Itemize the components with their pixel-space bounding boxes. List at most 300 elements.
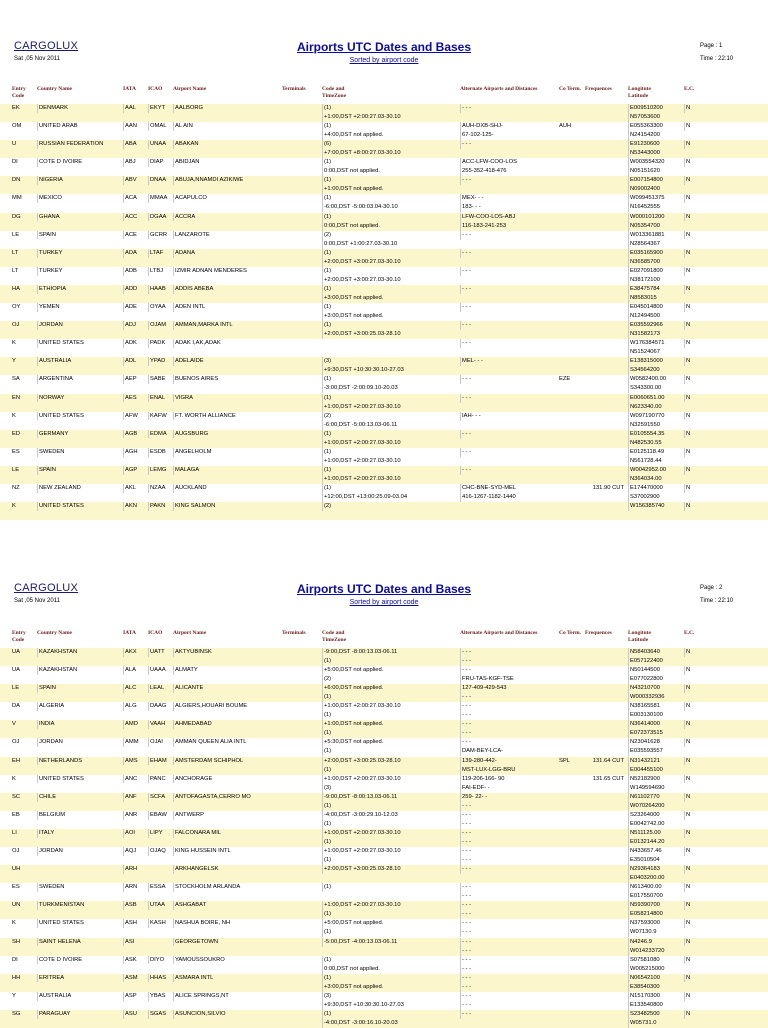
longitude-latitude-line-2: N53443000 (630, 150, 660, 157)
alternate-airports-line-1: - - - (462, 322, 472, 329)
ec-flag: N (684, 140, 698, 149)
code-timezone-line-1: (1) (324, 322, 332, 329)
code-timezone-line-2: (1) (324, 857, 332, 864)
airport-name: AL AIN (173, 122, 277, 131)
longitude-latitude (628, 901, 682, 919)
longitude-latitude-line-1: E045014800 (630, 304, 663, 311)
alternate-airports (460, 901, 556, 919)
alternate-airports-line-2: - - - (462, 929, 472, 936)
code-timezone-line-2: -3:00,DST -2:00:09.10-20.03 (324, 385, 398, 392)
alternate-airports-line-2: 116-183-241-253 (462, 222, 507, 229)
airport-name: ABIDJAN (173, 158, 277, 167)
ec-flag: N (684, 974, 698, 983)
code-timezone-line-1: (1) (324, 376, 332, 383)
longitude-latitude (628, 992, 682, 1010)
iata-code: ACE (123, 231, 147, 240)
country-name: PARAGUAY (37, 1010, 123, 1019)
airport-table-page-2 (0, 648, 768, 1028)
alternate-airports-line-2: 67-102-125- (462, 132, 494, 139)
longitude-latitude-line-1: N43210700 (630, 685, 660, 692)
iata-code: ABA (123, 140, 147, 149)
code-timezone-line-1: (1) (324, 974, 332, 981)
airport-name: ADELAIDE (173, 357, 277, 366)
col-alternates: Alternate Airports and Distances (460, 630, 538, 636)
entry-code: EH (12, 757, 21, 764)
icao-code: EKYT (148, 104, 172, 113)
longitude-latitude-line-2: S37002900 (630, 493, 660, 500)
alternate-airports (460, 720, 556, 738)
table-row (0, 919, 768, 937)
longitude-latitude-line-2: N28564367 (630, 240, 660, 247)
longitude-latitude-line-2: N38172100 (630, 276, 660, 283)
ec-flag: N (684, 466, 698, 475)
longitude-latitude-line-2: E133540800 (630, 1001, 663, 1008)
icao-code: PANC (148, 775, 172, 784)
longitude-latitude-line-2: N09002400 (630, 186, 660, 193)
airport-name: ACAPULCO (173, 194, 277, 203)
code-timezone-line-1: (1) (324, 249, 332, 256)
alternate-airports (460, 883, 556, 901)
airport-name: AUCKLAND (173, 484, 277, 493)
code-timezone-line-2: (2) (324, 676, 332, 683)
country-name: SWEDEN (37, 883, 123, 892)
iata-code: ADD (123, 285, 147, 294)
code-timezone-line-2: (1) (324, 730, 332, 737)
country-name: SPAIN (37, 466, 123, 475)
airport-name: ARKHANGELSK (173, 865, 277, 874)
code-timezone (322, 829, 458, 847)
code-timezone-line-2: +2:00,DST +3:00:27.03-30.10 (324, 276, 401, 283)
country-name: UNITED ARAB (37, 122, 123, 131)
table-row (0, 757, 768, 775)
code-timezone (322, 648, 458, 666)
alternate-airports-line-1: - - - (462, 739, 472, 746)
entry-code: K (12, 340, 16, 347)
alternate-airports-line-1: - - - (462, 231, 472, 238)
alternate-airports-line-1: - - - (462, 141, 472, 148)
country-name: TURKEY (37, 267, 123, 276)
airport-name: BUENOS AIRES (173, 375, 277, 384)
country-name: ITALY (37, 829, 123, 838)
airport-name: ASMARA INTL (173, 974, 277, 983)
entry-code: LE (12, 466, 20, 473)
country-name: JORDAN (37, 738, 123, 747)
country-name: KAZAKHSTAN (37, 666, 123, 675)
iata-code: ADL (123, 357, 147, 366)
longitude-latitude-line-2: E058214800 (630, 911, 663, 918)
icao-code: LIPY (148, 829, 172, 838)
alternate-airports (460, 992, 556, 1010)
icao-code: OYAA (148, 303, 172, 312)
code-timezone-line-1: -5:00,DST -4:00:13.03-06.11 (324, 938, 398, 945)
longitude-latitude-line-2: E035593557 (630, 748, 663, 755)
icao-code: SCFA (148, 793, 172, 802)
report-subtitle (0, 599, 768, 606)
longitude-latitude (628, 738, 682, 756)
column-headers (0, 630, 768, 648)
airport-name: AMSTERDAM SCHIPHOL (173, 757, 277, 766)
code-timezone (322, 974, 458, 992)
longitude-latitude-line-1: E035165900 (630, 249, 663, 256)
code-timezone-line-1: (1) (324, 430, 332, 437)
longitude-latitude-line-2: W07130.9 (630, 929, 657, 936)
longitude-latitude-line-1: W0582400.00 (630, 376, 667, 383)
alternate-airports-line-1: - - - (462, 376, 472, 383)
country-name: UNITED STATES (37, 412, 123, 421)
longitude-latitude-line-1: E007154800 (630, 177, 663, 184)
code-timezone-line-2: (1) (324, 802, 332, 809)
airport-name: ABAKAN (173, 140, 277, 149)
longitude-latitude (628, 1010, 682, 1028)
iata-code: ANF (123, 793, 147, 802)
country-name: GERMANY (37, 430, 123, 439)
code-timezone-line-2: +2:00,DST +3:00:27.03-30.10 (324, 258, 401, 265)
airport-name: STOCKHOLM ARLANDA (173, 883, 277, 892)
icao-code: HHAS (148, 974, 172, 983)
entry-code: ED (12, 430, 21, 437)
icao-code: MMAA (148, 194, 172, 203)
code-timezone-line-1: +1:00,DST +2:00:27.03-30.10 (324, 829, 401, 836)
country-name: AUSTRALIA (37, 992, 123, 1001)
entry-code: OY (12, 304, 21, 311)
airport-name: ASUNCION,SILVIO (173, 1010, 277, 1019)
icao-code: OJAI (148, 738, 172, 747)
alternate-airports (460, 793, 556, 811)
icao-code: EBAW (148, 811, 172, 820)
code-timezone-line-1: (1) (324, 285, 332, 292)
longitude-latitude-line-1: W097190770 (630, 412, 665, 419)
alternate-airports (460, 919, 556, 937)
ec-flag: N (684, 357, 698, 366)
icao-code: HAAB (148, 285, 172, 294)
country-name: UNITED STATES (37, 919, 123, 928)
code-timezone-line-1: +1:00,DST +2:00:27.03-30.10 (324, 775, 401, 782)
code-timezone-line-1: (3) (324, 992, 332, 999)
col-iata: IATA (123, 630, 136, 636)
ec-flag: N (684, 394, 698, 403)
code-timezone-line-1: (1) (324, 105, 332, 111)
alternate-airports-line-1: - - - (462, 285, 472, 292)
longitude-latitude-line-2: N05354700 (630, 222, 660, 229)
alternate-airports-line-1: - - - (462, 721, 472, 728)
airport-name: FT. WORTH ALLIANCE (173, 412, 277, 421)
alternate-airports-line-1: - - - (462, 938, 472, 945)
entry-code: SA (12, 376, 20, 383)
iata-code: AOI (123, 829, 147, 838)
frequency: 131.64 CUT (592, 757, 624, 764)
longitude-latitude-line-1: N15170300 (630, 992, 660, 999)
report-title-text: Airports UTC Dates and Bases (296, 40, 472, 54)
page-header (0, 582, 768, 612)
col-frequences: Frequences (585, 86, 612, 92)
longitude-latitude (628, 666, 682, 684)
col-icao: ICAO (148, 630, 163, 636)
longitude-latitude-line-1: N61102770 (630, 793, 660, 800)
iata-code: ACA (123, 194, 147, 203)
table-row (0, 883, 768, 901)
entry-code: U (12, 141, 17, 148)
entry-code: UA (12, 649, 21, 655)
country-name: SWEDEN (37, 448, 123, 457)
longitude-latitude-line-1: W156385740 (630, 503, 665, 510)
entry-code: LI (12, 829, 17, 836)
iata-code: ADE (123, 303, 147, 312)
airport-name: ACCRA (173, 213, 277, 222)
alternate-airports-line-2: FAI-EDF- - (462, 784, 490, 791)
iata-code: AGH (123, 448, 147, 457)
country-name: KAZAKHSTAN (37, 648, 123, 657)
alternate-airports (460, 775, 556, 793)
entry-code: DI (12, 956, 18, 963)
country-name: CHILE (37, 793, 123, 802)
code-timezone-line-2: 0:00,DST not applied. (324, 168, 380, 175)
code-timezone (322, 865, 458, 874)
icao-code: UATT (148, 648, 172, 657)
alternate-airports-line-1: 127-409-429-543 (462, 685, 507, 692)
entry-code: OJ (12, 848, 20, 855)
col-country-name: Country Name (37, 630, 72, 636)
alternate-airports-line-1: - - - (462, 829, 472, 836)
ec-flag: N (684, 375, 698, 384)
alternate-airports (460, 847, 556, 865)
code-timezone-line-1: +2:00,DST +3:00:25.03-28.10 (324, 757, 401, 764)
country-name: ALGERIA (37, 702, 123, 711)
ec-flag: N (684, 430, 698, 439)
alternate-airports-line-1: CHC-BNE-SYD-MEL (462, 484, 517, 491)
icao-code: EHAM (148, 757, 172, 766)
code-timezone-line-1: (1) (324, 448, 332, 455)
airport-name: KING HUSSEIN INTL (173, 847, 277, 856)
code-timezone-line-1: (1) (324, 159, 332, 166)
ec-flag: N (684, 1010, 698, 1019)
entry-code: MM (12, 195, 22, 202)
longitude-latitude-line-1: E91230600 (630, 141, 660, 148)
longitude-latitude-line-1: S07581080 (630, 956, 660, 963)
alternate-airports-line-1: - - - (462, 394, 472, 401)
longitude-latitude-line-1: E0105554.35 (630, 430, 665, 437)
longitude-latitude-line-1: N59390700 (630, 902, 660, 909)
code-timezone (322, 883, 458, 892)
longitude-latitude-line-2: S343300.00 (630, 385, 662, 392)
country-name: NETHERLANDS (37, 757, 123, 766)
country-name: BELGIUM (37, 811, 123, 820)
ec-flag: N (684, 720, 698, 729)
iata-code: AGB (123, 430, 147, 439)
code-timezone-line-1: -4:00,DST -3:00:29.10-12.03 (324, 811, 398, 818)
airport-name: AALBORG (173, 104, 277, 113)
entry-code: Y (12, 358, 16, 365)
iata-code: AES (123, 394, 147, 403)
longitude-latitude-line-2: S34564200 (630, 367, 660, 374)
alternate-airports-line-1: - - - (462, 884, 472, 891)
alternate-airports-line-2: - - - (462, 857, 472, 864)
icao-code: KAFW (148, 412, 172, 421)
longitude-latitude (628, 811, 682, 829)
longitude-latitude-line-1: N52182900 (630, 775, 660, 782)
alternate-airports-line-2: - - - (462, 965, 472, 972)
table-row (0, 865, 768, 883)
code-timezone-line-1: (1) (324, 1010, 332, 1017)
ec-flag: N (684, 303, 698, 312)
code-timezone-line-1: +1:00,DST +2:00:27.03-30.10 (324, 848, 401, 855)
entry-code: EK (12, 105, 20, 111)
iata-code: ASP (123, 992, 147, 1001)
ec-flag: N (684, 901, 698, 910)
longitude-latitude-line-2: N24154200 (630, 132, 660, 139)
code-timezone-line-1: (1) (324, 213, 332, 220)
longitude-latitude-line-1: N4246.9 (630, 938, 652, 945)
longitude-latitude-line-1: N38165581 (630, 703, 660, 710)
airport-name: ANCHORAGE (173, 775, 277, 784)
alternate-airports-line-1: - - - (462, 430, 472, 437)
longitude-latitude-line-1: W003554320 (630, 159, 665, 166)
alternate-airports-line-2: - - - (462, 911, 472, 918)
iata-code: AMD (123, 720, 147, 729)
col-airport-name: Airport Name (173, 86, 207, 92)
code-timezone-line-2: 0:00,DST not applied. (324, 222, 380, 229)
code-timezone-line-2: +1:00,DST +2:00:27.03-30.10 (324, 114, 401, 120)
entry-code: UH (12, 866, 21, 873)
iata-code: ALC (123, 684, 147, 693)
table-row (0, 974, 768, 992)
longitude-latitude-line-2: N16452555 (630, 204, 660, 211)
entry-code: Y (12, 992, 16, 999)
ec-flag: N (684, 702, 698, 711)
alternate-airports-line-2: DAM-BEY-LCA- (462, 748, 504, 755)
col-ec: E.C. (684, 630, 695, 636)
code-timezone (322, 738, 458, 756)
iata-code: ASU (123, 1010, 147, 1019)
table-row (0, 811, 768, 829)
icao-code: DIYO (148, 956, 172, 965)
longitude-latitude-line-1: W013361881 (630, 231, 665, 238)
report-subtitle-text: Sorted by airport code (349, 57, 419, 64)
code-timezone-line-1: (1) (324, 484, 332, 491)
alternate-airports-line-1: 259- 22- - (462, 793, 488, 800)
code-timezone-line-1: (3) (324, 358, 332, 365)
alternate-airports (460, 865, 556, 874)
col-code-timezone: Code and TimeZone (322, 630, 347, 643)
ec-flag: N (684, 757, 698, 766)
longitude-latitude-line-2: N482530.55 (630, 439, 662, 446)
alternate-airports-line-1: - - - (462, 703, 472, 710)
report-date: Sat ,05 Nov 2011 (14, 598, 60, 604)
airport-name: ADDIS ABEBA (173, 285, 277, 294)
icao-code: SGAS (148, 1010, 172, 1019)
alternate-airports-line-1: - - - (462, 667, 472, 674)
country-name: NEW ZEALAND (37, 484, 123, 493)
longitude-latitude-line-1: W099451375 (630, 195, 665, 202)
iata-code: ARN (123, 883, 147, 892)
code-timezone (322, 720, 458, 738)
table-row (0, 956, 768, 974)
code-timezone (322, 666, 458, 684)
col-terminals: Terminals (282, 86, 306, 92)
alternate-airports-line-1: MEX- - - (462, 195, 484, 202)
alternate-airports (460, 757, 556, 775)
iata-code: AKX (123, 648, 147, 657)
icao-code: UTAA (148, 901, 172, 910)
longitude-latitude-line-1: E0060651.00 (630, 394, 665, 401)
code-timezone-line-2: (1) (324, 658, 332, 664)
longitude-latitude-line-2: E072373515 (630, 730, 663, 737)
airport-name: ASHGABAT (173, 901, 277, 910)
table-row (0, 684, 768, 702)
code-timezone (322, 793, 458, 811)
code-timezone-line-2: (1) (324, 911, 332, 918)
table-row (0, 938, 768, 956)
entry-code: SH (12, 938, 21, 945)
code-timezone (322, 757, 458, 775)
alternate-airports-line-1: - - - (462, 848, 472, 855)
longitude-latitude (628, 775, 682, 793)
code-timezone-line-2: (1) (324, 712, 332, 719)
ec-flag: N (684, 321, 698, 330)
iata-code: AFW (123, 412, 147, 421)
iata-code: AMS (123, 757, 147, 766)
entry-code: SC (12, 793, 21, 800)
longitude-latitude (628, 938, 682, 956)
iata-code: ASM (123, 974, 147, 983)
alternate-airports-line-2: 183- - - (462, 204, 481, 211)
ec-flag: N (684, 502, 698, 511)
brand-name: CARGOLUX (14, 582, 79, 594)
country-name: UNITED STATES (37, 339, 123, 348)
table-row (0, 847, 768, 865)
ec-flag: N (684, 213, 698, 222)
longitude-latitude-line-2: E017550700 (630, 893, 663, 900)
iata-code: ABJ (123, 158, 147, 167)
entry-code: ES (12, 884, 20, 891)
longitude-latitude-line-2: E0132144.20 (630, 838, 665, 845)
frequency: 131.65 CUT (592, 775, 624, 782)
iata-code: AQJ (123, 847, 147, 856)
alternate-airports-line-1: AUH-DXB-SHJ- (462, 123, 503, 130)
entry-code: OJ (12, 739, 20, 746)
entry-code: LE (12, 685, 20, 692)
longitude-latitude-line-2: N561728.44 (630, 457, 662, 464)
icao-code: PADK (148, 339, 172, 348)
code-timezone-line-2: (1) (324, 694, 332, 701)
table-row (0, 992, 768, 1010)
alternate-airports-line-1: - - - (462, 304, 472, 311)
longitude-latitude-line-1: W000101200 (630, 213, 665, 220)
longitude-latitude-line-1: N433657.46 (630, 848, 662, 855)
country-name: COTE D IVOIRE (37, 158, 123, 167)
airport-name: MALAGA (173, 466, 277, 475)
entry-code: HH (12, 974, 21, 981)
longitude-latitude (628, 865, 682, 883)
airport-name: IZMIR ADNAN MENDERES (173, 267, 277, 276)
alternate-airports (460, 738, 556, 756)
iata-code: AAL (123, 104, 147, 113)
alternate-airports-line-1: - - - (462, 105, 472, 111)
code-timezone (322, 847, 458, 865)
entry-code: LE (12, 231, 20, 238)
longitude-latitude-line-2: W014233720 (630, 947, 665, 954)
longitude-latitude-line-1: N50144500 (630, 667, 660, 674)
alternate-airports (460, 811, 556, 829)
longitude-latitude (628, 974, 682, 992)
ec-flag: N (684, 249, 698, 258)
entry-code: SG (12, 1010, 21, 1017)
table-row (0, 775, 768, 793)
entry-code: LT (12, 267, 19, 274)
longitude-latitude-line-1: E174470000 (630, 484, 663, 491)
alternate-airports-line-2: - - - (462, 658, 472, 664)
code-timezone-line-1: +5:00,DST not applied. (324, 920, 384, 927)
country-name: ARGENTINA (37, 375, 123, 384)
